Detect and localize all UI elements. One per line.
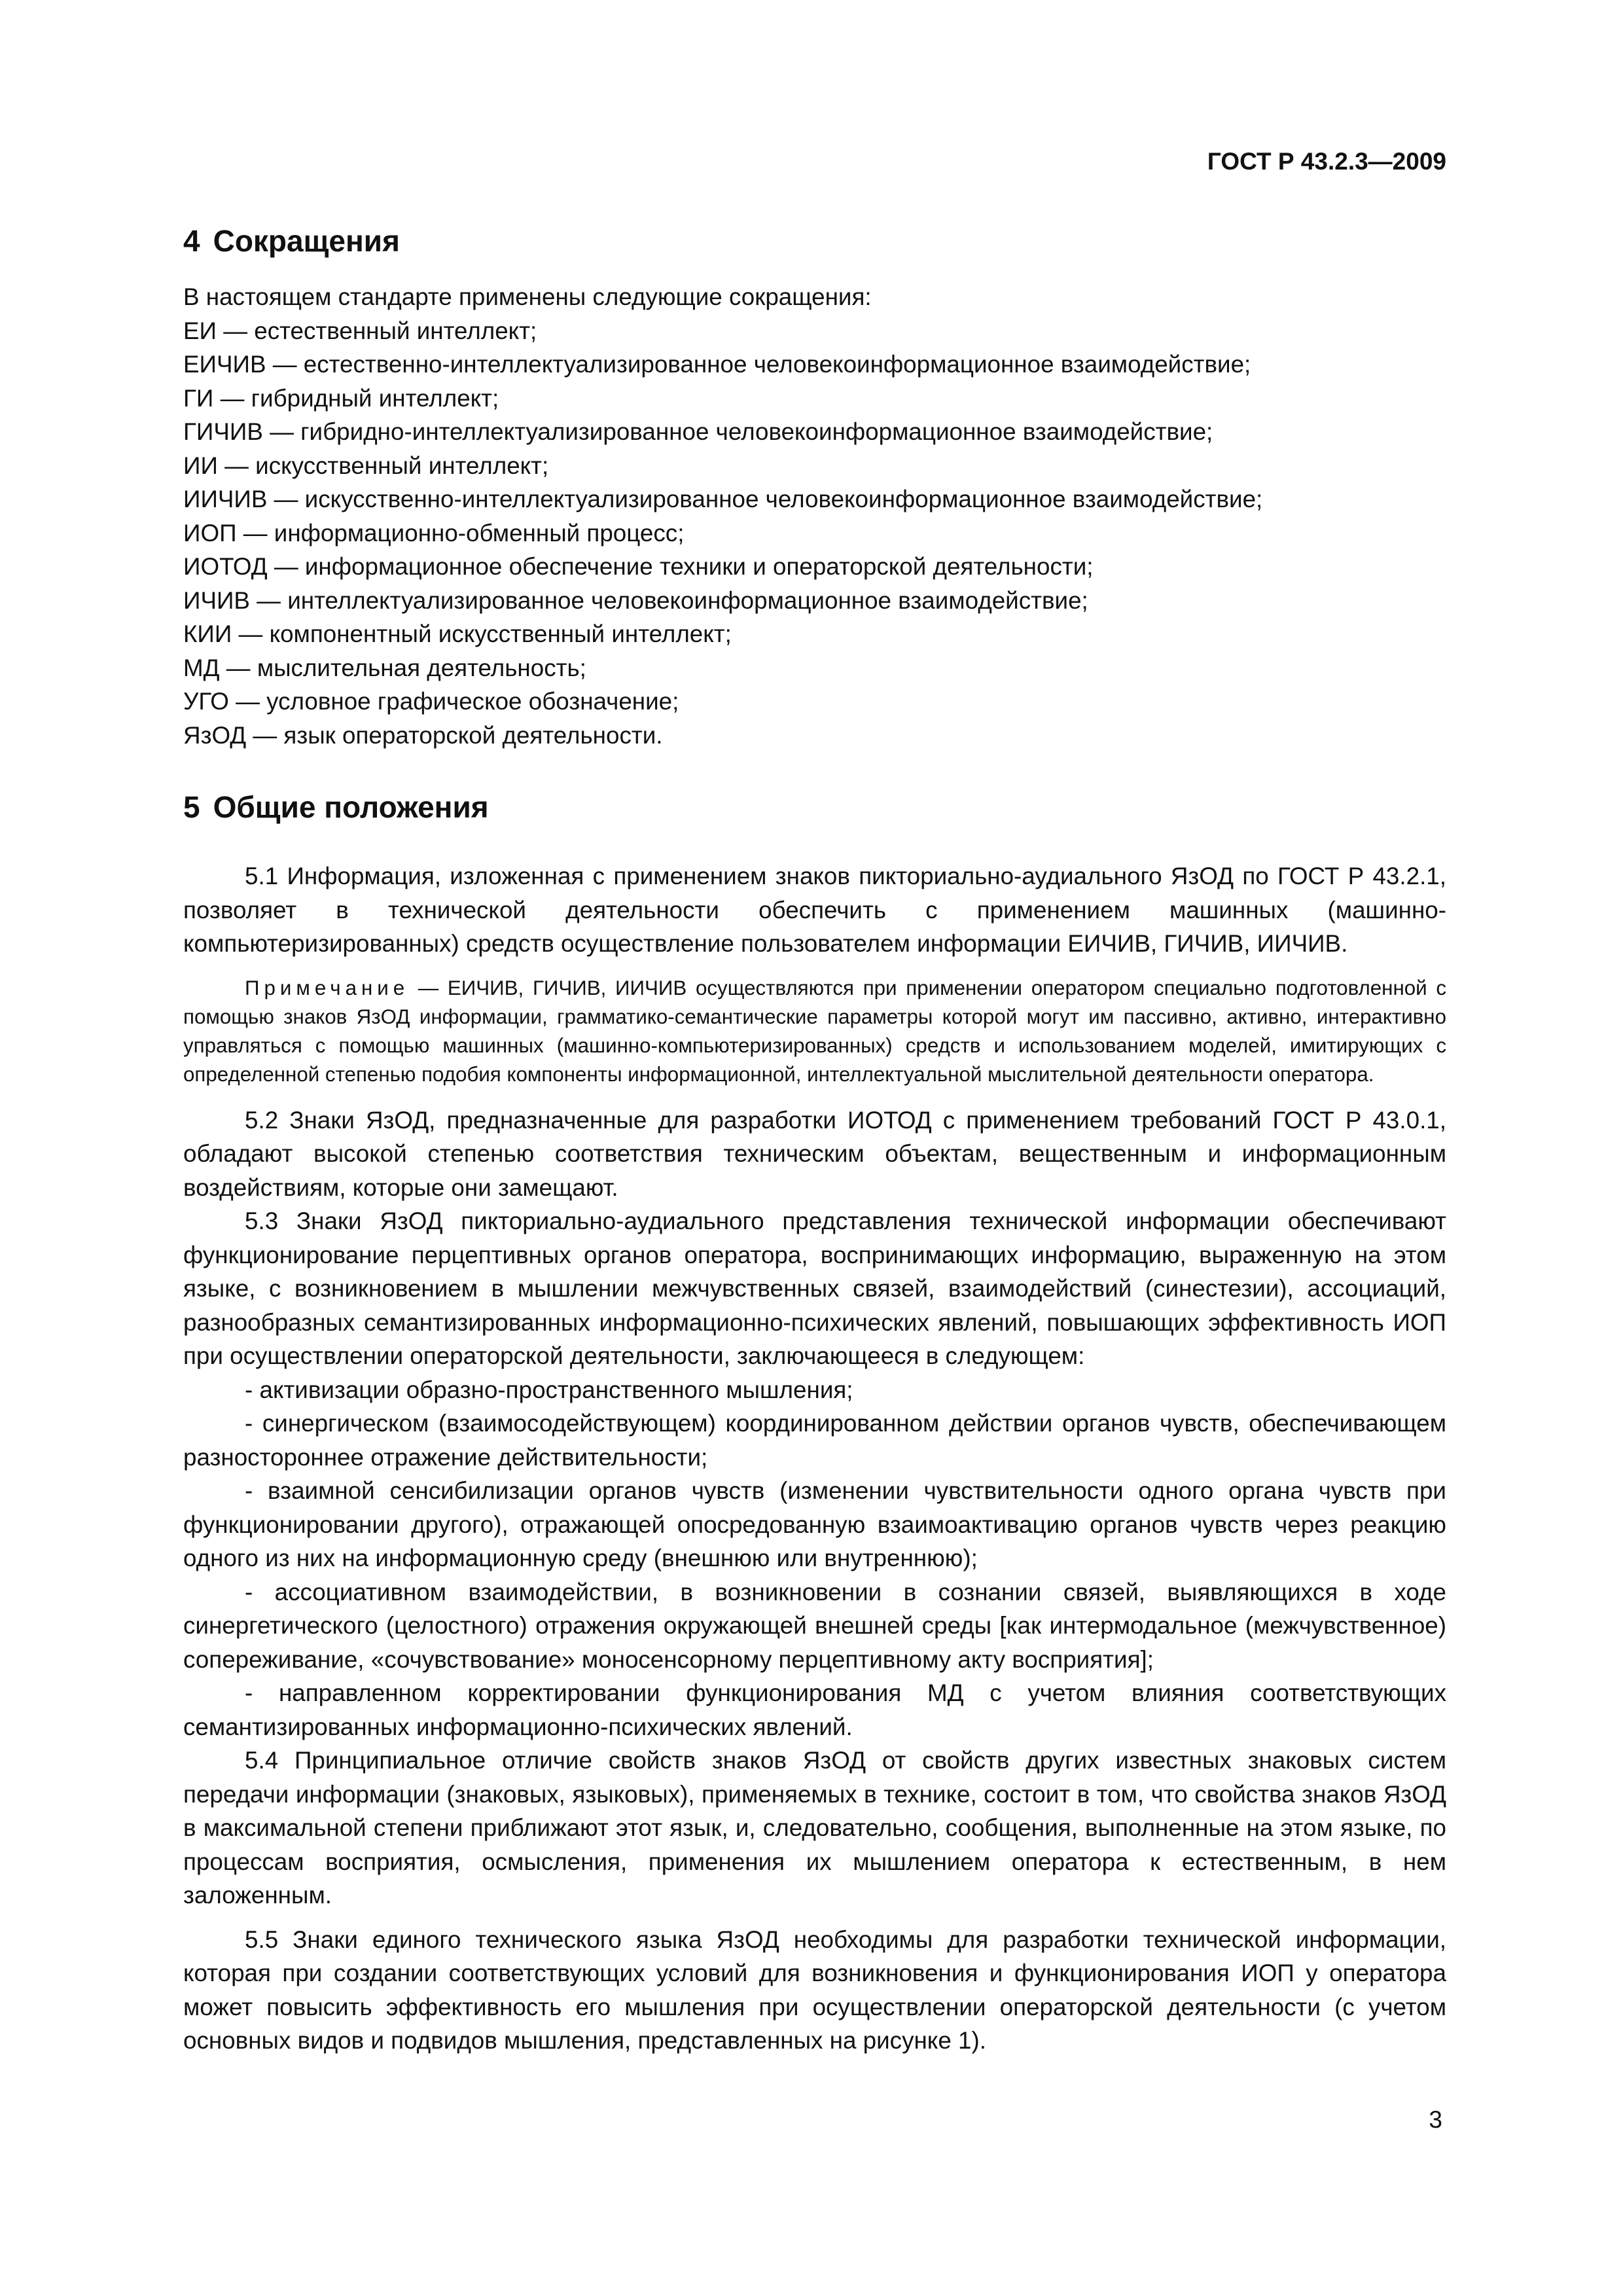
- abbreviation-item: УГО — условное графическое обозначение;: [183, 688, 679, 715]
- page-number: 3: [1429, 2106, 1442, 2133]
- abbreviation-item: КИИ — компонентный искусственный интеллект;: [183, 620, 732, 647]
- section-4-title: Сокращения: [213, 224, 400, 258]
- list-item: - направленном корректировании функционирования МД с учетом влияния соответствующих семантизированных информационно-психических явлений.: [183, 1679, 1446, 1740]
- note-text: — ЕИЧИВ, ГИЧИВ, ИИЧИВ осуществляются при применении оператором специально подготовленной с помощью знаков ЯзОД информации, грамматико-семантические параметры которой могут им пассивно, активно, интерактивно управляться с помощью машинных (машинно-компьютеризированных) средств и использованием моделей, имитирующих с определенной степенью подобия компоненты информационной, интеллектуальной мыслительной деятельности оператора.: [183, 976, 1446, 1086]
- clause-5-1: 5.1 Информация, изложенная с применением знаков пикториально-аудиального ЯзОД по ГОСТ Р 43.2.1, позволяет в технической деятельности обеспечить с применением машинных (машинно-компьютеризированных) средств осуществление пользователем информации ЕИЧИВ, ГИЧИВ, ИИЧИВ.: [183, 863, 1446, 957]
- section-4-heading: [183, 221, 1446, 260]
- abbreviation-item: ИОП — информационно-обменный процесс;: [183, 519, 685, 547]
- list-item: - синергическом (взаимосодействующем) координированном действии органов чувств, обеспечивающем разностороннее отражение действительности;: [183, 1410, 1446, 1471]
- section-5-title: Общие положения: [213, 790, 489, 824]
- list-item: - взаимной сенсибилизации органов чувств (изменении чувствительности одного органа чувств при функционировании другого), отражающей опосредованную взаимоактивацию органов чувств через реакцию одного из них на информационную среду (внешнюю или внутреннюю);: [183, 1477, 1446, 1571]
- abbreviation-item: ИОТОД — информационное обеспечение техники и операторской деятельности;: [183, 553, 1094, 580]
- clause-5-2: 5.2 Знаки ЯзОД, предназначенные для разработки ИОТОД с применением требований ГОСТ Р 43.0.1, обладают высокой степенью соответствия техническим объектам, вещественным и информационным воздействиям, которые они замещают.: [183, 1106, 1446, 1201]
- list-item: - активизации образно-пространственного мышления;: [245, 1376, 853, 1403]
- abbreviation-item: ИЧИВ — интеллектуализированное человекоинформационное взаимодействие;: [183, 586, 1088, 614]
- section-5-heading: [183, 787, 1446, 827]
- abbreviation-item: ГИ — гибридный интеллект;: [183, 384, 499, 412]
- abbreviation-item: ИИ — искусственный интеллект;: [183, 452, 549, 479]
- note-block: [183, 974, 1446, 1089]
- abbreviation-item: ИИЧИВ — искусственно-интеллектуализированное человекоинформационное взаимодействие;: [183, 486, 1263, 512]
- page-content: [183, 221, 1446, 2058]
- abbreviation-item: ГИЧИВ — гибридно-интеллектуализированное человекоинформационное взаимодействие;: [183, 418, 1213, 445]
- list-item: - ассоциативном взаимодействии, в возникновении в сознании связей, выявляющихся в ходе синергетического (целостного) отражения окружающей внешней среды [как интермодальное (межчувственное) сопереживание, «сочувствование» моносенсорному перцептивному акту восприятия];: [183, 1578, 1446, 1673]
- abbreviation-item: ЕИЧИВ — естественно-интеллектуализированное человекоинформационное взаимодействие;: [183, 351, 1251, 378]
- clause-5-4: 5.4 Принципиальное отличие свойств знаков ЯзОД от свойств других известных знаковых систем передачи информации (знаковых, языковых), применяемых в технике, состоит в том, что свойства знаков ЯзОД в максимальной степени приближают этот язык, и, следовательно, сообщения, выполненные на этом языке, по процессам восприятия, осмысления, применения их мышлением оператора к естественным, в нем заложенным.: [183, 1747, 1446, 1909]
- abbreviation-item: ЕИ — естественный интеллект;: [183, 317, 537, 344]
- abbreviation-item: ЯзОД — язык операторской деятельности.: [183, 721, 663, 749]
- section-5-number: 5: [183, 790, 200, 824]
- abbreviations-intro: В настоящем стандарте применены следующие сокращения:: [183, 283, 872, 310]
- abbreviations-list: [183, 314, 1446, 753]
- document-code: ГОСТ Р 43.2.3—2009: [1207, 148, 1446, 175]
- clause-5-5: 5.5 Знаки единого технического языка ЯзОД необходимы для разработки технической информации, которая при создании соответствующих условий для возникновения и функционирования ИОП у оператора может повысить эффективность его мышления при осуществлении операторской деятельности (с учетом основных видов и подвидов мышления, представленных на рисунке 1).: [183, 1926, 1446, 2054]
- section-4-number: 4: [183, 224, 200, 258]
- clause-5-3: 5.3 Знаки ЯзОД пикториально-аудиального представления технической информации обеспечивают функционирование перцептивных органов оператора, воспринимающих информацию, выраженную на этом языке, с возникновением в мышлении межчувственных связей, взаимодействий (синестезии), ассоциаций, разнообразных семантизированных информационно-психических явлений, повышающих эффективность ИОП при осуществлении операторской деятельности, заключающееся в следующем:: [183, 1208, 1446, 1369]
- note-label: Примечание: [245, 976, 410, 999]
- abbreviation-item: МД — мыслительная деятельность;: [183, 654, 586, 681]
